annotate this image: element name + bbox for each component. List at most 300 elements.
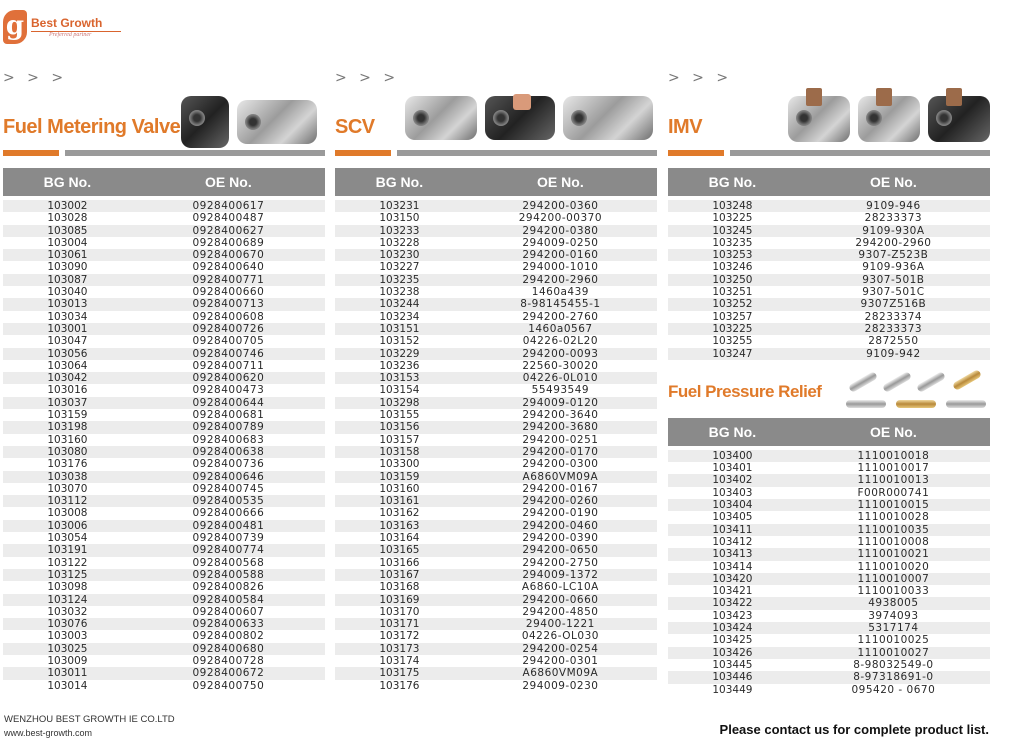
fmv-product-2-image xyxy=(237,100,317,144)
table-row xyxy=(335,237,657,249)
section-title: IMV xyxy=(668,116,703,138)
oe-no-cell: 294200-2760 xyxy=(522,310,599,323)
section-divider xyxy=(668,150,990,156)
bg-no-cell: 103166 xyxy=(379,556,420,569)
table-row xyxy=(3,397,325,409)
table-row xyxy=(335,483,657,495)
table-row xyxy=(668,647,990,659)
oe-no-cell: 1110010025 xyxy=(857,634,930,647)
bg-no-cell: 103246 xyxy=(712,261,753,274)
company-website[interactable]: www.best-growth.com xyxy=(4,728,93,738)
oe-no-cell: 28233373 xyxy=(864,322,923,335)
bg-no-cell: 103002 xyxy=(47,200,88,212)
fmv-product-1-image xyxy=(181,96,229,148)
bg-no-cell: 103426 xyxy=(712,646,753,659)
oe-no-cell: 0928400746 xyxy=(192,347,265,360)
table-row xyxy=(3,323,325,335)
oe-no-cell: 0928400607 xyxy=(192,605,265,618)
table-row xyxy=(335,360,657,372)
bg-no-cell: 103061 xyxy=(47,249,88,262)
bg-no-cell: 103156 xyxy=(379,421,420,434)
table-row xyxy=(668,597,990,609)
oe-no-header: OE No. xyxy=(205,174,252,190)
oe-no-cell: 0928400745 xyxy=(192,482,265,495)
oe-no-cell: 294200-2750 xyxy=(522,556,599,569)
table-row xyxy=(335,569,657,581)
oe-no-cell: 0928400620 xyxy=(192,372,265,385)
bg-no-cell: 103150 xyxy=(379,212,420,225)
table-row xyxy=(668,671,990,683)
section-title: SCV xyxy=(335,116,375,138)
table-row xyxy=(668,200,990,212)
bg-no-cell: 103159 xyxy=(47,409,88,422)
oe-no-cell: 294200-0380 xyxy=(522,224,599,237)
bg-no-cell: 103165 xyxy=(379,544,420,557)
table-row xyxy=(3,618,325,630)
bg-no-cell: 103174 xyxy=(379,654,420,667)
bg-no-cell: 103225 xyxy=(712,322,753,335)
bg-no-cell: 103422 xyxy=(712,597,753,610)
fpr-product-images xyxy=(844,370,994,416)
table-row xyxy=(668,335,990,347)
bg-no-cell: 103159 xyxy=(379,470,420,483)
bg-no-cell: 103404 xyxy=(712,499,753,512)
oe-no-cell: 0928400617 xyxy=(192,200,265,212)
bg-no-cell: 103070 xyxy=(47,482,88,495)
oe-no-cell: 294200-0254 xyxy=(522,642,599,655)
table-row xyxy=(335,606,657,618)
table-row xyxy=(3,200,325,212)
bg-no-header: BG No. xyxy=(375,174,424,190)
section-scv xyxy=(335,70,657,692)
bg-no-cell: 103163 xyxy=(379,519,420,532)
bg-no-cell: 103016 xyxy=(47,384,88,397)
table-row xyxy=(3,557,325,569)
bg-no-cell: 103004 xyxy=(47,236,88,249)
section-divider xyxy=(3,150,325,156)
bg-no-cell: 103300 xyxy=(379,458,420,471)
table-row xyxy=(335,507,657,519)
oe-no-cell: 0928400588 xyxy=(192,568,265,581)
oe-no-cell: 1110010013 xyxy=(857,474,930,487)
bg-no-cell: 103191 xyxy=(47,544,88,557)
product-images xyxy=(405,96,653,140)
oe-no-cell: 3974093 xyxy=(868,609,919,622)
bg-no-cell: 103173 xyxy=(379,642,420,655)
table-row xyxy=(335,618,657,630)
oe-no-cell: 0928400750 xyxy=(192,679,265,692)
table-row xyxy=(668,323,990,335)
table-row xyxy=(3,360,325,372)
oe-no-cell: 0928400728 xyxy=(192,654,265,667)
bg-no-cell: 103154 xyxy=(379,384,420,397)
table-row xyxy=(668,499,990,511)
bg-no-cell: 103076 xyxy=(47,618,88,631)
table-row xyxy=(3,655,325,667)
brand-name: Best Growth xyxy=(31,16,103,30)
bg-no-cell: 103158 xyxy=(379,445,420,458)
product-images xyxy=(181,96,317,148)
oe-no-cell: 0928400670 xyxy=(192,249,265,262)
bg-no-cell: 103125 xyxy=(47,568,88,581)
bg-no-cell: 103175 xyxy=(379,667,420,680)
bg-no-cell: 103153 xyxy=(379,372,420,385)
oe-no-cell: 9307-Z523B xyxy=(858,249,929,262)
bg-no-cell: 103168 xyxy=(379,581,420,594)
imv-product-3-image xyxy=(928,96,990,142)
table-row xyxy=(335,544,657,556)
bg-no-cell: 103003 xyxy=(47,630,88,643)
bg-no-cell: 103032 xyxy=(47,605,88,618)
imv-product-1-image xyxy=(788,96,850,142)
oe-no-cell: 0928400644 xyxy=(192,396,265,409)
table-row xyxy=(3,286,325,298)
table-row xyxy=(3,225,325,237)
oe-no-cell: 095420 - 0670 xyxy=(851,683,936,696)
table-row xyxy=(3,630,325,642)
oe-no-cell: 9109-930A xyxy=(862,224,925,237)
table-row xyxy=(668,634,990,646)
bg-no-cell: 103425 xyxy=(712,634,753,647)
oe-no-cell: 0928400481 xyxy=(192,519,265,532)
oe-no-cell: 294200-0300 xyxy=(522,458,599,471)
table-row xyxy=(335,471,657,483)
table-row xyxy=(3,680,325,692)
oe-no-cell: 0928400660 xyxy=(192,286,265,299)
table-header xyxy=(3,168,325,196)
table-row xyxy=(3,544,325,556)
section-divider xyxy=(335,150,657,156)
bg-no-cell: 103235 xyxy=(712,236,753,249)
table-row xyxy=(668,274,990,286)
bg-no-cell: 103034 xyxy=(47,310,88,323)
bg-no-cell: 103164 xyxy=(379,532,420,545)
table-row xyxy=(3,483,325,495)
oe-no-cell: 0928400633 xyxy=(192,618,265,631)
oe-no-cell: F00R000741 xyxy=(857,486,930,499)
bg-no-cell: 103040 xyxy=(47,286,88,299)
bg-no-cell: 103085 xyxy=(47,224,88,237)
oe-no-cell: 0928400608 xyxy=(192,310,265,323)
bg-no-cell: 103047 xyxy=(47,335,88,348)
bg-no-cell: 103413 xyxy=(712,548,753,561)
oe-no-cell: 0928400646 xyxy=(192,470,265,483)
brand-tagline: Preferred partner xyxy=(49,32,92,38)
table-row xyxy=(668,474,990,486)
bg-no-cell: 103171 xyxy=(379,618,420,631)
bg-no-cell: 103098 xyxy=(47,581,88,594)
table-row xyxy=(335,286,657,298)
bg-no-cell: 103176 xyxy=(47,458,88,471)
table-row xyxy=(668,311,990,323)
oe-no-cell: 1110010020 xyxy=(857,560,930,573)
table-row xyxy=(668,511,990,523)
table-row xyxy=(335,630,657,642)
table-row xyxy=(3,594,325,606)
oe-no-cell: 22560-30020 xyxy=(522,359,599,372)
bg-no-cell: 103405 xyxy=(712,511,753,524)
table-row xyxy=(668,487,990,499)
bg-no-cell: 103414 xyxy=(712,560,753,573)
bg-no-cell: 103009 xyxy=(47,654,88,667)
oe-no-cell: 1460a0567 xyxy=(528,322,593,335)
oe-no-cell: 1110010007 xyxy=(857,572,930,585)
table-row xyxy=(668,585,990,597)
oe-no-cell: 0928400473 xyxy=(192,384,265,397)
bg-no-cell: 103228 xyxy=(379,236,420,249)
bg-no-cell: 103424 xyxy=(712,622,753,635)
bg-no-cell: 103151 xyxy=(379,322,420,335)
oe-no-cell: 0928400627 xyxy=(192,224,265,237)
oe-no-cell: 0928400638 xyxy=(192,445,265,458)
bg-no-cell: 103255 xyxy=(712,335,753,348)
bg-no-cell: 103251 xyxy=(712,286,753,299)
table-row xyxy=(3,384,325,396)
oe-no-cell: 294200-2960 xyxy=(522,273,599,286)
bg-no-cell: 103162 xyxy=(379,507,420,520)
oe-no-cell: 294009-0250 xyxy=(522,236,599,249)
table-row xyxy=(335,655,657,667)
oe-no-cell: 294200-0190 xyxy=(522,507,599,520)
section-title: Fuel Pressure Relief xyxy=(668,381,822,401)
oe-no-cell: 8-97318691-0 xyxy=(853,671,934,684)
table-row xyxy=(335,384,657,396)
oe-no-cell: 0928400713 xyxy=(192,298,265,311)
oe-no-cell: 8-98032549-0 xyxy=(853,658,934,671)
table-row xyxy=(668,225,990,237)
bg-no-cell: 103056 xyxy=(47,347,88,360)
bg-no-cell: 103250 xyxy=(712,273,753,286)
section-title: Fuel Metering Valve xyxy=(3,116,181,138)
table-row xyxy=(335,581,657,593)
table-row xyxy=(335,249,657,261)
bg-no-cell: 103155 xyxy=(379,409,420,422)
bg-no-cell: 103176 xyxy=(379,679,420,692)
logo-mark-icon: g xyxy=(3,10,27,44)
bg-no-cell: 103233 xyxy=(379,224,420,237)
table-row xyxy=(335,409,657,421)
table-row xyxy=(3,212,325,224)
bg-no-cell: 103014 xyxy=(47,679,88,692)
bg-no-cell: 103227 xyxy=(379,261,420,274)
oe-no-cell: 0928400487 xyxy=(192,212,265,225)
bg-no-cell: 103054 xyxy=(47,532,88,545)
oe-no-cell: 294200-2960 xyxy=(855,236,932,249)
oe-no-cell: 9109-936A xyxy=(862,261,925,274)
table-row xyxy=(335,458,657,470)
bg-no-cell: 103172 xyxy=(379,630,420,643)
bg-no-cell: 103449 xyxy=(712,683,753,696)
oe-no-cell: 9307Z516B xyxy=(860,298,927,311)
chevrons: > > > xyxy=(335,70,400,86)
bg-no-cell: 103124 xyxy=(47,593,88,606)
oe-no-cell: 0928400683 xyxy=(192,433,265,446)
imv-product-2-image xyxy=(858,96,920,142)
oe-no-cell: 294200-0460 xyxy=(522,519,599,532)
table-row xyxy=(335,212,657,224)
table-row xyxy=(3,409,325,421)
table-row xyxy=(335,225,657,237)
table-row xyxy=(335,594,657,606)
bg-no-cell: 103037 xyxy=(47,396,88,409)
oe-no-cell: 1110010021 xyxy=(857,548,930,561)
table-body xyxy=(3,200,325,692)
table-row xyxy=(335,446,657,458)
table-row xyxy=(668,249,990,261)
bg-no-cell: 103152 xyxy=(379,335,420,348)
oe-no-cell: 294200-3640 xyxy=(522,409,599,422)
table-row xyxy=(3,249,325,261)
table-header xyxy=(335,168,657,196)
table-row xyxy=(668,548,990,560)
table-row xyxy=(3,237,325,249)
bg-no-cell: 103245 xyxy=(712,224,753,237)
bg-no-cell: 103238 xyxy=(379,286,420,299)
oe-no-cell: 294200-0360 xyxy=(522,200,599,212)
bg-no-cell: 103445 xyxy=(712,658,753,671)
oe-no-cell: 1110010033 xyxy=(857,585,930,598)
oe-no-cell: 294200-0170 xyxy=(522,445,599,458)
table-row xyxy=(3,348,325,360)
table-row xyxy=(668,462,990,474)
oe-no-cell: 1110010027 xyxy=(857,646,930,659)
table-row xyxy=(668,622,990,634)
table-row xyxy=(3,372,325,384)
table-header xyxy=(668,168,990,196)
oe-no-cell: 1110010035 xyxy=(857,523,930,536)
table-row xyxy=(3,606,325,618)
brand-logo xyxy=(3,10,121,44)
table-row xyxy=(668,261,990,273)
oe-no-cell: 4938005 xyxy=(868,597,919,610)
table-row xyxy=(3,581,325,593)
oe-no-cell: 0928400771 xyxy=(192,273,265,286)
table-row xyxy=(668,536,990,548)
oe-no-cell: 0928400568 xyxy=(192,556,265,569)
table-body xyxy=(335,200,657,692)
oe-no-cell: A6860VM09A xyxy=(522,667,599,680)
oe-no-cell: 1110010018 xyxy=(857,449,930,462)
bg-no-cell: 103013 xyxy=(47,298,88,311)
table-row xyxy=(668,573,990,585)
table-row xyxy=(3,311,325,323)
oe-no-cell: 9307-501C xyxy=(862,286,925,299)
table-row xyxy=(335,421,657,433)
oe-no-header: OE No. xyxy=(537,174,584,190)
table-row xyxy=(335,261,657,273)
table-row xyxy=(3,434,325,446)
table-row xyxy=(668,286,990,298)
oe-no-cell: 29400-1221 xyxy=(525,618,595,631)
chevrons: > > > xyxy=(3,70,68,86)
oe-no-cell: 0928400736 xyxy=(192,458,265,471)
bg-no-cell: 103400 xyxy=(712,449,753,462)
table-row xyxy=(335,348,657,360)
bg-no-cell: 103247 xyxy=(712,347,753,360)
table-row xyxy=(335,557,657,569)
oe-no-cell: 0928400789 xyxy=(192,421,265,434)
oe-no-cell: 0928400535 xyxy=(192,495,265,508)
oe-no-cell: 294200-0660 xyxy=(522,593,599,606)
table-header xyxy=(668,418,990,446)
oe-no-cell: 0928400681 xyxy=(192,409,265,422)
oe-no-cell: 294200-0093 xyxy=(522,347,599,360)
oe-no-cell: 55493549 xyxy=(531,384,590,397)
bg-no-cell: 103090 xyxy=(47,261,88,274)
oe-no-cell: 294200-0301 xyxy=(522,654,599,667)
bg-no-cell: 103244 xyxy=(379,298,420,311)
oe-no-cell: 28233373 xyxy=(864,212,923,225)
table-row xyxy=(668,298,990,310)
oe-no-cell: 1110010015 xyxy=(857,499,930,512)
table-row xyxy=(335,200,657,212)
oe-no-cell: 294000-1010 xyxy=(522,261,599,274)
bg-no-cell: 103042 xyxy=(47,372,88,385)
bg-no-header: BG No. xyxy=(708,423,757,440)
table-row xyxy=(3,261,325,273)
oe-no-header: OE No. xyxy=(870,423,917,440)
table-row xyxy=(335,520,657,532)
table-row xyxy=(335,397,657,409)
table-row xyxy=(668,524,990,536)
bg-no-cell: 103122 xyxy=(47,556,88,569)
table-row xyxy=(3,495,325,507)
bg-no-cell: 103229 xyxy=(379,347,420,360)
bg-no-cell: 103170 xyxy=(379,605,420,618)
oe-no-cell: 0928400726 xyxy=(192,322,265,335)
bg-no-cell: 103252 xyxy=(712,298,753,311)
bg-no-cell: 103006 xyxy=(47,519,88,532)
bg-no-cell: 103087 xyxy=(47,273,88,286)
contact-note: Please contact us for complete product list. xyxy=(719,722,989,737)
bg-no-cell: 103038 xyxy=(47,470,88,483)
table-row xyxy=(335,680,657,692)
bg-no-cell: 103248 xyxy=(712,200,753,212)
oe-no-cell: A6860-LC10A xyxy=(521,581,599,594)
table-row xyxy=(3,471,325,483)
bg-no-cell: 103423 xyxy=(712,609,753,622)
oe-no-cell: 1460a439 xyxy=(531,286,589,299)
bg-no-cell: 103025 xyxy=(47,642,88,655)
table-row xyxy=(335,274,657,286)
bg-no-cell: 103028 xyxy=(47,212,88,225)
table-row xyxy=(335,323,657,335)
oe-no-cell: 294200-00370 xyxy=(518,212,603,225)
bg-no-cell: 103112 xyxy=(47,495,88,508)
table-row xyxy=(3,643,325,655)
table-row xyxy=(335,311,657,323)
section-fuel-metering-valve xyxy=(3,70,325,692)
bg-no-cell: 103402 xyxy=(712,474,753,487)
oe-no-cell: 0928400826 xyxy=(192,581,265,594)
oe-no-cell: 0928400666 xyxy=(192,507,265,520)
table-body xyxy=(668,200,990,360)
bg-no-cell: 103160 xyxy=(379,482,420,495)
bg-no-cell: 103253 xyxy=(712,249,753,262)
table-row xyxy=(335,434,657,446)
table-row xyxy=(668,561,990,573)
oe-no-cell: 294009-0120 xyxy=(522,396,599,409)
section-imv xyxy=(668,70,990,696)
oe-no-cell: A6860VM09A xyxy=(522,470,599,483)
bg-no-cell: 103080 xyxy=(47,445,88,458)
oe-no-cell: 9109-942 xyxy=(866,347,921,360)
table-row xyxy=(668,237,990,249)
oe-no-cell: 0928400689 xyxy=(192,236,265,249)
oe-no-cell: 294200-0260 xyxy=(522,495,599,508)
table-row xyxy=(335,372,657,384)
oe-no-cell: 0928400640 xyxy=(192,261,265,274)
